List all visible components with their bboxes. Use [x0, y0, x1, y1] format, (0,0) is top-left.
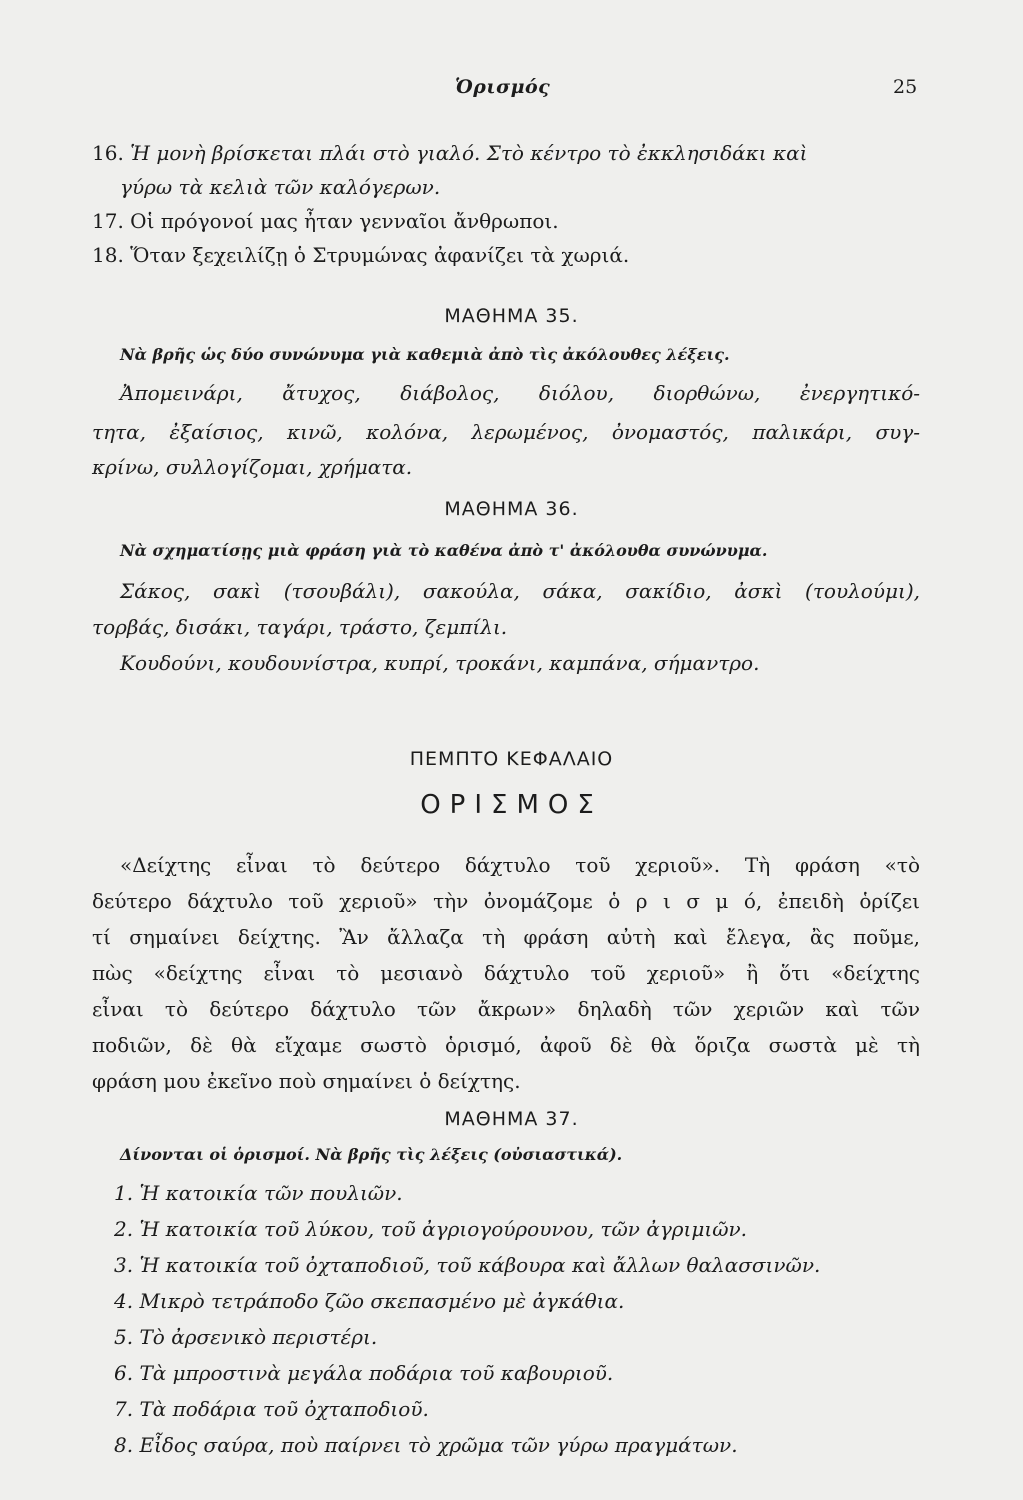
item-number: 5.	[114, 1325, 134, 1349]
lesson-36-line: τορβάς, δισάκι, ταγάρι, τράστο, ζεμπίλι.	[92, 615, 508, 639]
paragraph-line: εἶναι τὸ δεύτερο δάχτυλο τῶν ἄκρων» δηλαδὴ τῶν χεριῶν καὶ τῶν	[92, 997, 920, 1021]
item-text: Ἡ κατοικία τοῦ λύκου, τοῦ ἀγριογούρουνου, τῶν ἀγριμιῶν.	[139, 1217, 748, 1241]
section-title: ΟΡΙΣΜΟΣ	[420, 790, 603, 820]
lesson-36-heading: ΜΑΘΗΜΑ 36.	[444, 498, 579, 520]
list-item	[92, 208, 559, 234]
item-text: Τὸ ἀρσενικὸ περιστέρι.	[139, 1325, 378, 1349]
item-number: 3.	[114, 1253, 134, 1277]
list-item	[114, 1216, 747, 1242]
item-text: Τὰ ποδάρια τοῦ ὀχταποδιοῦ.	[139, 1397, 429, 1421]
chapter-label: ΠΕΜΠΤΟ ΚΕΦΑΛΑΙΟ	[409, 748, 614, 770]
item-number: 2.	[114, 1217, 134, 1241]
list-item	[114, 1324, 377, 1350]
lesson-36-instruction: Νὰ σχηματίσῃς μιὰ φράση γιὰ τὸ καθένα ἀπὸ τ' ἀκόλουθα συνώνυμα.	[120, 541, 768, 560]
item-number: 16.	[92, 141, 124, 165]
paragraph-line: φράση μου ἐκεῖνο ποὺ σημαίνει ὁ δείχτης.	[92, 1069, 521, 1093]
paragraph-line: δεύτερο δάχτυλο τοῦ χεριοῦ» τὴν ὀνομάζομε ὁ ρ ι σ μ ό, ἐπειδὴ ὁρίζει	[92, 889, 920, 913]
lesson-35-instruction: Νὰ βρῆς ὡς δύο συνώνυμα γιὰ καθεμιὰ ἀπὸ τὶς ἀκόλουθες λέξεις.	[120, 345, 730, 364]
list-item	[114, 1288, 624, 1314]
lesson-36-line: Σάκος, σακὶ (τσουβάλι), σακούλα, σάκα, σακίδιο, ἀσκὶ (τουλούμι),	[120, 579, 920, 603]
paragraph-line: τί σημαίνει δείχτης. Ἂν ἄλλαζα τὴ φράση αὐτὴ καὶ ἔλεγα, ἂς ποῦμε,	[92, 925, 920, 949]
item-number: 8.	[114, 1433, 134, 1457]
lesson-37-heading: ΜΑΘΗΜΑ 37.	[444, 1108, 579, 1130]
lesson-37-instruction: Δίνονται οἱ ὁρισμοί. Νὰ βρῆς τὶς λέξεις (οὐσιαστικά).	[120, 1145, 623, 1164]
paragraph-line: πὼς «δείχτης εἶναι τὸ μεσιανὸ δάχτυλο τοῦ χεριοῦ» ἢ ὅτι «δείχτης	[92, 961, 920, 985]
item-text: Ἡ μονὴ βρίσκεται πλάι στὸ γιαλό. Στὸ κέντρο τὸ ἐκκλησιδάκι καὶ	[130, 141, 808, 165]
lesson-35-heading: ΜΑΘΗΜΑ 35.	[444, 305, 579, 327]
paragraph-line: ποδιῶν, δὲ θὰ εἴχαμε σωστὸ ὁρισμό, ἀφοῦ δὲ θὰ ὅριζα σωστὰ μὲ τὴ	[92, 1033, 920, 1057]
list-item	[114, 1180, 403, 1206]
list-item	[114, 1396, 429, 1422]
lesson-35-line: κρίνω, συλλογίζομαι, χρήματα.	[92, 455, 413, 479]
list-item	[114, 1252, 820, 1278]
item-number: 6.	[114, 1361, 134, 1385]
item-text: Μικρὸ τετράποδο ζῶο σκεπασμένο μὲ ἀγκάθια.	[139, 1289, 625, 1313]
item-number: 4.	[114, 1289, 134, 1313]
item-number: 18.	[92, 243, 124, 267]
lesson-35-line: τητα, ἐξαίσιος, κινῶ, κολόνα, λερωμένος, ὀνομαστός, παλικάρι, συγ-	[92, 420, 920, 444]
paragraph-line: «Δείχτης εἶναι τὸ δεύτερο δάχτυλο τοῦ χεριοῦ». Τὴ φράση «τὸ	[120, 853, 920, 877]
list-item	[114, 1432, 738, 1458]
item-text: Ὅταν ξεχειλίζῃ ὁ Στρυμώνας ἀφανίζει τὰ χωριά.	[130, 243, 630, 267]
lesson-36-line: Κουδούνι, κουδουνίστρα, κυπρί, τροκάνι, καμπάνα, σήμαντρο.	[120, 651, 760, 675]
item-text: Τὰ μπροστινὰ μεγάλα ποδάρια τοῦ καβουριοῦ.	[139, 1361, 614, 1385]
item-number: 7.	[114, 1397, 134, 1421]
page-number: 25	[893, 76, 918, 98]
item-text-continuation: γύρω τὰ κελιὰ τῶν καλόγερων.	[120, 175, 441, 199]
list-item	[92, 242, 629, 268]
item-text: Ἡ κατοικία τοῦ ὀχταποδιοῦ, τοῦ κάβουρα καὶ ἄλλων θαλασσινῶν.	[139, 1253, 821, 1277]
item-text: Ἡ κατοικία τῶν πουλιῶν.	[139, 1181, 403, 1205]
list-item	[92, 140, 807, 166]
lesson-35-line: Ἀπομεινάρι, ἄτυχος, διάβολος, διόλου, διορθώνω, ἐνεργητικό-	[120, 381, 920, 405]
item-number: 1.	[114, 1181, 134, 1205]
list-item	[114, 1360, 613, 1386]
item-text: Εἶδος σαύρα, ποὺ παίρνει τὸ χρῶμα τῶν γύρω πραγμάτων.	[139, 1433, 738, 1457]
running-header: Ὁρισμός	[455, 76, 551, 98]
item-number: 17.	[92, 209, 124, 233]
item-text: Οἱ πρόγονοί μας ἦταν γενναῖοι ἄνθρωποι.	[130, 209, 559, 233]
